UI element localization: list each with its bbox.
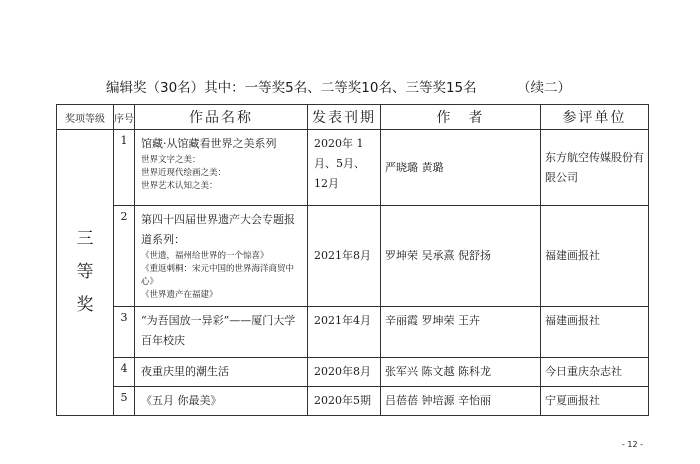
row-work	[135, 358, 308, 387]
row-work	[135, 307, 308, 358]
row-unit: 东方航空传媒股份有限公司	[541, 130, 649, 206]
table-heading	[106, 78, 576, 98]
heading-title: 编辑奖（30名）其中：一等奖5名、二等奖10名、三等奖15名	[106, 80, 477, 96]
row-seq: 1	[114, 130, 135, 206]
row-date: 2021年4月	[308, 307, 381, 358]
header-grade: 奖项等级	[57, 105, 114, 130]
row-authors: 张军兴 陈文越 陈科龙	[381, 358, 541, 387]
work-sub: 世界文字之美：	[141, 155, 201, 165]
grade-cell	[57, 130, 114, 416]
row-unit: 福建画报社	[541, 206, 649, 307]
row-unit: 福建画报社	[541, 307, 649, 358]
work-title: 第四十四届世界遗产大会专题报道系列：	[141, 213, 295, 246]
awards-table	[56, 104, 649, 416]
header-author: 作 者	[381, 105, 541, 130]
work-sub: 《世界遗产在福建》	[141, 290, 218, 300]
row-authors: 辛丽霞 罗坤荣 王卉	[381, 307, 541, 358]
row-seq: 4	[114, 358, 135, 387]
header-unit: 参评单位	[541, 105, 649, 130]
work-sub: 《重返刺桐：宋元中国的世界海洋商贸中心》	[141, 264, 295, 287]
row-authors: 严晓璐 黄璐	[381, 130, 541, 206]
work-sub: 《世遗，福州给世界的一个惊喜》	[141, 251, 269, 261]
table-row	[57, 307, 649, 358]
work-title: 《五月 你最美》	[141, 394, 222, 407]
row-date: 2020年5期	[308, 387, 381, 416]
row-work	[135, 130, 308, 206]
table-row	[57, 130, 649, 206]
heading-continuation: （续二）	[517, 80, 571, 96]
header-date: 发表刊期	[308, 105, 381, 130]
row-work	[135, 387, 308, 416]
row-seq: 3	[114, 307, 135, 358]
header-work: 作品名称	[135, 105, 308, 130]
page-number: - 12 -	[622, 440, 644, 449]
row-date: 2021年8月	[308, 206, 381, 307]
row-authors: 吕蓓蓓 钟培源 辛怡丽	[381, 387, 541, 416]
row-date: 2020年 1月、5月、12月	[308, 130, 381, 206]
work-sub: 世界近现代绘画之美：	[141, 168, 227, 178]
table-row	[57, 206, 649, 307]
work-title: 夜重庆里的潮生活	[141, 365, 229, 378]
row-unit: 今日重庆杂志社	[541, 358, 649, 387]
row-work	[135, 206, 308, 307]
work-sub: 世界艺术认知之美：	[141, 181, 218, 191]
row-authors: 罗坤荣 吴承熹 倪舒扬	[381, 206, 541, 307]
header-seq: 序号	[114, 105, 135, 130]
row-unit: 宁夏画报社	[541, 387, 649, 416]
row-date: 2020年8月	[308, 358, 381, 387]
work-title: 馆藏·从馆藏看世界之美系列	[141, 137, 277, 150]
row-seq: 5	[114, 387, 135, 416]
row-seq: 2	[114, 206, 135, 307]
table-row	[57, 358, 649, 387]
grade-label: 三等奖	[76, 229, 94, 315]
work-title: “为吾国放一异彩”——厦门大学百年校庆	[141, 314, 296, 347]
header-row	[57, 105, 649, 130]
table-row	[57, 387, 649, 416]
